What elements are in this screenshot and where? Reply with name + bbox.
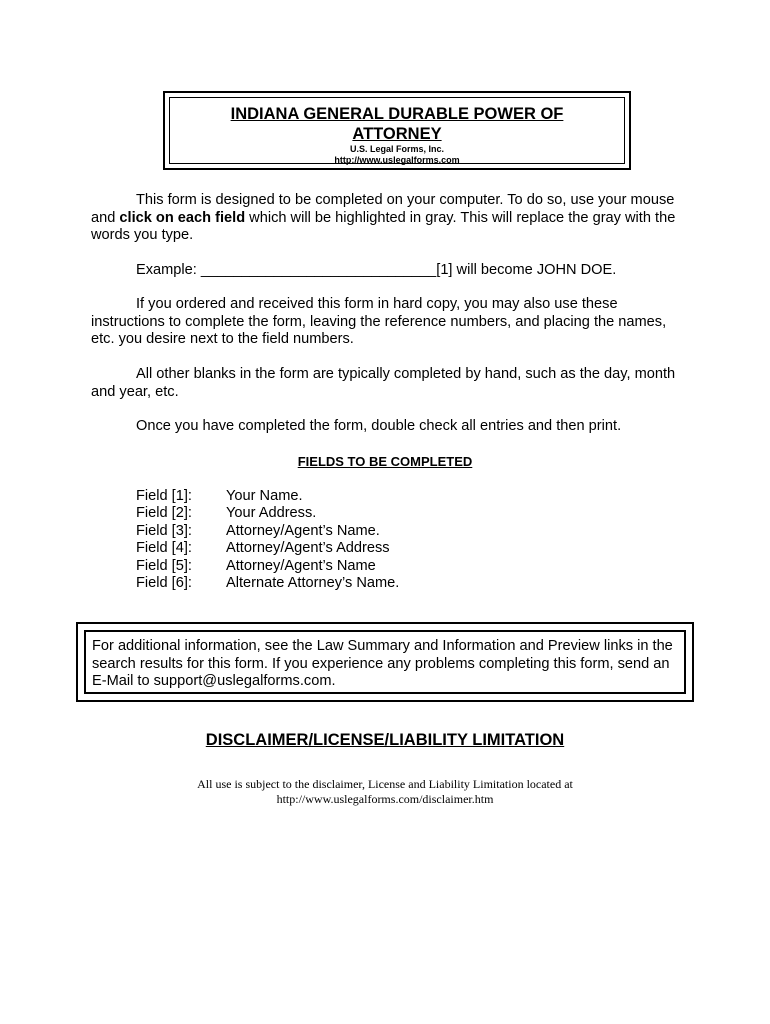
field-row xyxy=(136,488,399,505)
title-box-inner xyxy=(169,97,625,164)
field-number: Field [1]: xyxy=(136,488,192,504)
disclaimer-text xyxy=(0,777,770,806)
field-number: Field [6]: xyxy=(136,575,192,592)
field-label: Your Address. xyxy=(226,505,317,522)
field-number: Field [4]: xyxy=(136,540,192,557)
intro-paragraph-2 xyxy=(91,296,681,349)
company-website: http://www.uslegalforms.com xyxy=(334,155,460,165)
info-box-inner xyxy=(84,630,686,694)
disclaimer-link: http://www.uslegalforms.com/disclaimer.htm xyxy=(276,791,494,806)
info-text: For additional information, see the Law Summary and Information and Preview links in the search results for this form. If you experience any problems completing this form, send an E-Mail to support@uslegalforms.com. xyxy=(92,638,673,689)
field-list xyxy=(136,488,399,592)
field-number: Field [2]: xyxy=(136,505,192,522)
intro-p1-text-a: This form is designed to be completed on your computer. To do so, use your mouse and xyxy=(91,192,675,226)
disclaimer-heading: DISCLAIMER/LICENSE/LIABILITY LIMITATION xyxy=(205,731,565,749)
field-row xyxy=(136,505,399,522)
intro-paragraph-1 xyxy=(91,192,681,245)
intro-p1-text-b: which will be highlighted in gray. This will replace the gray with the words you type. xyxy=(91,209,676,243)
example-text: Example: _____________________________[1] will become JOHN DOE. xyxy=(136,262,617,278)
info-box xyxy=(76,622,694,702)
fields-heading: FIELDS TO BE COMPLETED xyxy=(297,454,473,469)
field-label: Attorney/Agent’s Name xyxy=(226,557,376,574)
document-title xyxy=(170,104,624,144)
intro-paragraph-4 xyxy=(91,418,681,436)
field-label: Your Name. xyxy=(226,488,303,504)
field-row xyxy=(136,540,399,557)
field-row xyxy=(136,558,399,575)
field-row xyxy=(136,575,399,592)
field-number: Field [5]: xyxy=(136,557,192,574)
field-label: Attorney/Agent’s Name. xyxy=(226,522,380,539)
disclaimer-line-1: All use is subject to the disclaimer, License and Liability Limitation located at xyxy=(197,777,573,791)
intro-p4-text: Once you have completed the form, double check all entries and then print. xyxy=(136,418,622,434)
title-box xyxy=(163,91,631,170)
company-name: U.S. Legal Forms, Inc. xyxy=(349,144,445,154)
field-row xyxy=(136,523,399,540)
title-line-1: INDIANA GENERAL DURABLE POWER OF xyxy=(230,105,564,123)
title-line-2: ATTORNEY xyxy=(352,125,442,143)
intro-p3-text: All other blanks in the form are typically completed by hand, such as the day, month and year, etc. xyxy=(91,366,676,400)
intro-paragraph-3 xyxy=(91,366,681,401)
intro-p2-text: If you ordered and received this form in hard copy, you may also use these instructions to complete the form, leaving the reference numbers, and placing the names, etc. you desire next to the field numbers. xyxy=(91,296,667,347)
field-label: Attorney/Agent’s Address xyxy=(226,540,390,557)
intro-p1-bold: click on each field xyxy=(119,209,246,226)
field-label: Alternate Attorney’s Name. xyxy=(226,575,400,592)
example-line xyxy=(91,262,681,280)
field-number: Field [3]: xyxy=(136,522,192,539)
